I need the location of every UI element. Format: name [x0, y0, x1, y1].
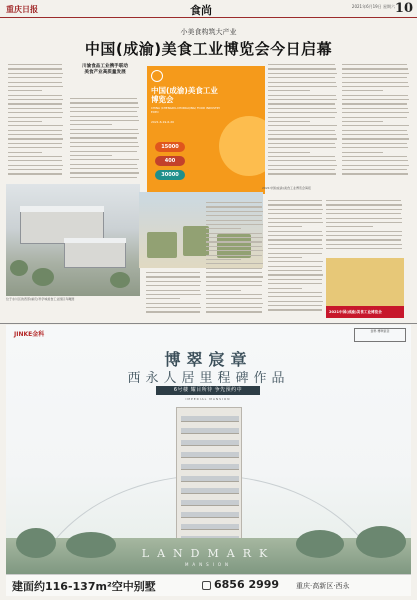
text-line [342, 130, 407, 131]
text-line [8, 68, 62, 69]
text-line [206, 272, 262, 273]
text-line [268, 86, 337, 87]
text-line [268, 64, 335, 65]
text-line [268, 73, 337, 74]
text-line [268, 270, 322, 271]
project-location: 重庆·高新区·西永 [296, 582, 350, 590]
text-line [206, 285, 262, 286]
text-line [146, 294, 201, 295]
text-line [342, 77, 407, 78]
text-line [8, 156, 62, 157]
expo-stat: 400 [155, 156, 185, 166]
text-line [206, 263, 263, 264]
ad-footer [6, 574, 411, 596]
text-line [206, 255, 262, 256]
text-line [268, 257, 302, 258]
text-line [268, 261, 323, 262]
text-line [206, 215, 262, 216]
body-text-column-2 [70, 98, 140, 182]
text-line [342, 125, 409, 126]
text-line [342, 143, 407, 144]
ad-english-name: IMPERIAL MANSION [185, 397, 231, 401]
text-line [70, 102, 138, 103]
text-line [206, 311, 262, 312]
text-line [206, 228, 241, 229]
body-text-column-left [8, 64, 64, 182]
text-line [70, 146, 139, 147]
text-line [8, 173, 62, 174]
text-line [268, 95, 336, 96]
text-line [146, 276, 200, 277]
text-line [326, 244, 402, 245]
text-line [146, 285, 200, 286]
text-line [8, 108, 62, 109]
text-line [268, 226, 302, 227]
text-line [268, 288, 302, 289]
text-line [326, 200, 401, 201]
text-line [268, 204, 322, 205]
text-line [342, 103, 407, 104]
text-line [8, 99, 63, 100]
expo-emblem-icon [151, 70, 163, 82]
residential-tower-image [176, 407, 242, 559]
unit-area: 建面约116-137m²空中别墅 [12, 580, 156, 593]
text-line [206, 233, 262, 234]
text-line [268, 266, 322, 267]
project-brand-box: 金科·博翠宸章 [354, 328, 406, 342]
text-line [342, 112, 409, 113]
expo-poster [147, 66, 265, 194]
text-line [206, 241, 262, 242]
text-line [342, 68, 408, 69]
text-line [8, 160, 62, 161]
expo-promo-image [326, 258, 404, 318]
text-line [342, 152, 383, 153]
expo-caption: 2021中国(成渝)美食工业博览会海报 [262, 186, 311, 190]
text-line [268, 138, 337, 139]
text-line [268, 309, 322, 310]
text-line [342, 64, 407, 65]
body-text-column-right-2 [342, 64, 410, 182]
text-line [206, 281, 262, 282]
text-line [268, 125, 337, 126]
text-line [206, 303, 263, 304]
text-line [268, 305, 322, 306]
body-text-column-3 [146, 272, 202, 320]
text-line [342, 90, 383, 91]
text-line [206, 259, 241, 260]
text-line [342, 173, 408, 174]
text-line [342, 95, 408, 96]
real-estate-ad [6, 325, 411, 596]
text-line [70, 155, 112, 156]
text-line [70, 98, 137, 99]
text-line [268, 222, 323, 223]
text-line [146, 290, 200, 291]
promo-label: 2021中国(成渝)美食工业博览会 [329, 310, 382, 314]
text-line [206, 237, 263, 238]
text-line [268, 99, 337, 100]
text-line [206, 290, 241, 291]
text-line [326, 213, 401, 214]
masthead [0, 0, 417, 18]
article-headline: 中国(成渝)美食工业博览会今日启幕 [84, 40, 333, 58]
text-line [70, 137, 137, 138]
page-number: 10 [394, 1, 413, 16]
text-line [70, 159, 139, 160]
text-line [268, 152, 310, 153]
mansion-text: MANSION [184, 562, 233, 567]
text-line [206, 211, 263, 212]
text-line [268, 231, 322, 232]
text-line [268, 169, 335, 170]
text-line [342, 73, 409, 74]
text-line [8, 138, 63, 139]
text-line [70, 124, 112, 125]
text-line [268, 143, 335, 144]
text-line [268, 283, 322, 284]
text-line [8, 73, 63, 74]
text-line [206, 298, 262, 299]
text-line [268, 279, 322, 280]
text-line [268, 77, 335, 78]
text-line [8, 152, 42, 153]
text-line [146, 307, 201, 308]
text-line [8, 95, 62, 96]
expo-decor-circle [219, 116, 265, 176]
text-line [8, 64, 62, 65]
text-line [326, 209, 402, 210]
text-line [268, 165, 337, 166]
text-line [206, 224, 263, 225]
text-line [146, 298, 180, 299]
text-line [70, 142, 138, 143]
text-line [206, 268, 262, 269]
text-line [70, 177, 137, 178]
text-line [8, 130, 62, 131]
text-line [146, 311, 200, 312]
text-line [268, 218, 322, 219]
text-line [70, 107, 139, 108]
text-line [326, 235, 402, 236]
sales-phone: 6856 2999 [214, 578, 280, 591]
section-title: 食尚 [190, 4, 212, 17]
text-line [70, 151, 137, 152]
text-line [326, 248, 402, 249]
text-line [8, 134, 62, 135]
text-line [326, 204, 402, 205]
text-line [342, 117, 407, 118]
text-line [8, 143, 62, 144]
text-line [268, 213, 322, 214]
text-line [70, 129, 138, 130]
text-line [268, 173, 336, 174]
text-line [268, 156, 335, 157]
body-text-column-6 [326, 200, 404, 254]
text-line [268, 292, 322, 293]
text-line [342, 156, 407, 157]
text-line [342, 160, 408, 161]
text-line [342, 138, 409, 139]
text-line [326, 218, 402, 219]
text-line [70, 111, 137, 112]
text-line [8, 165, 63, 166]
text-line [342, 169, 407, 170]
text-line [268, 134, 336, 135]
text-line [268, 248, 323, 249]
paper-name: 重庆日报 [6, 4, 38, 14]
text-line [70, 120, 139, 121]
text-line [268, 117, 335, 118]
expo-poster-title: 中国(成渝)美食工业博览会 [151, 86, 218, 104]
text-line [8, 90, 42, 91]
text-line [268, 130, 335, 131]
text-line [268, 274, 323, 275]
text-line [342, 121, 383, 122]
text-line [8, 125, 63, 126]
text-line [342, 108, 408, 109]
text-line [146, 303, 200, 304]
text-line [70, 164, 137, 165]
text-line [206, 206, 262, 207]
ad-banner: 6号楼 耀目所待 争先预约中 [156, 386, 260, 395]
text-line [268, 253, 322, 254]
text-line [268, 200, 322, 201]
text-line [326, 239, 401, 240]
text-line [342, 147, 408, 148]
text-line [206, 307, 262, 308]
text-line [268, 235, 323, 236]
text-line [268, 112, 337, 113]
text-line [342, 165, 409, 166]
text-line [342, 86, 409, 87]
text-line [70, 133, 139, 134]
text-line [8, 82, 62, 83]
text-line [70, 172, 139, 173]
text-line [8, 121, 42, 122]
body-text-column-right-1 [268, 64, 338, 182]
article-subhead: 川渝食品工业携手联动 美食产业高质量发展 [82, 64, 128, 75]
text-line [8, 103, 62, 104]
expo-poster-dates: 2021.6.19-6.20 [151, 120, 175, 124]
ad-subtitle: 西永人居里程碑作品 [127, 371, 290, 386]
text-line [268, 239, 322, 240]
text-line [268, 68, 336, 69]
text-line [268, 121, 310, 122]
text-line [268, 244, 322, 245]
ad-title: 博翠宸章 [164, 350, 253, 369]
article-kicker: 小美食构筑大产业 [180, 28, 237, 36]
text-line [206, 202, 262, 203]
text-line [326, 222, 402, 223]
text-line [342, 134, 408, 135]
date-line: 2021年6月19日 星期六 [351, 4, 395, 9]
text-line [268, 209, 323, 210]
text-line [342, 99, 409, 100]
text-line [268, 301, 323, 302]
text-line [70, 168, 138, 169]
text-line [326, 226, 373, 227]
text-line [206, 294, 262, 295]
text-line [206, 250, 263, 251]
text-line [326, 231, 402, 232]
text-line [146, 272, 200, 273]
ad-divider [0, 323, 417, 324]
text-line [268, 160, 336, 161]
expo-stat: 30000 [155, 170, 185, 180]
text-line [8, 112, 63, 113]
text-line [342, 82, 408, 83]
phone-icon [202, 581, 211, 590]
text-line [8, 86, 63, 87]
photo-caption: 位于永川区的西部(重庆)科学城美食工业园区鸟瞰图 [6, 297, 75, 301]
text-line [206, 220, 262, 221]
text-line [268, 90, 310, 91]
text-line [268, 296, 322, 297]
text-line [268, 103, 335, 104]
text-line [8, 77, 62, 78]
expo-poster-english: CHINA (CHENGDU-CHONGQING) FOOD INDUSTRY EXPO [151, 106, 221, 114]
text-line [268, 147, 336, 148]
body-text-column-5 [268, 200, 324, 318]
text-line [206, 246, 262, 247]
text-line [268, 82, 336, 83]
text-line [268, 108, 336, 109]
text-line [8, 147, 62, 148]
developer-logo: JINKE金科 [14, 331, 45, 338]
text-line [206, 276, 263, 277]
landmark-text: LANDMARK [141, 547, 276, 560]
text-line [146, 281, 201, 282]
text-line [70, 116, 138, 117]
body-text-column-4 [206, 202, 264, 320]
text-line [8, 169, 62, 170]
industrial-park-photo [6, 184, 140, 296]
expo-stat: 15000 [155, 142, 185, 152]
text-line [8, 117, 62, 118]
